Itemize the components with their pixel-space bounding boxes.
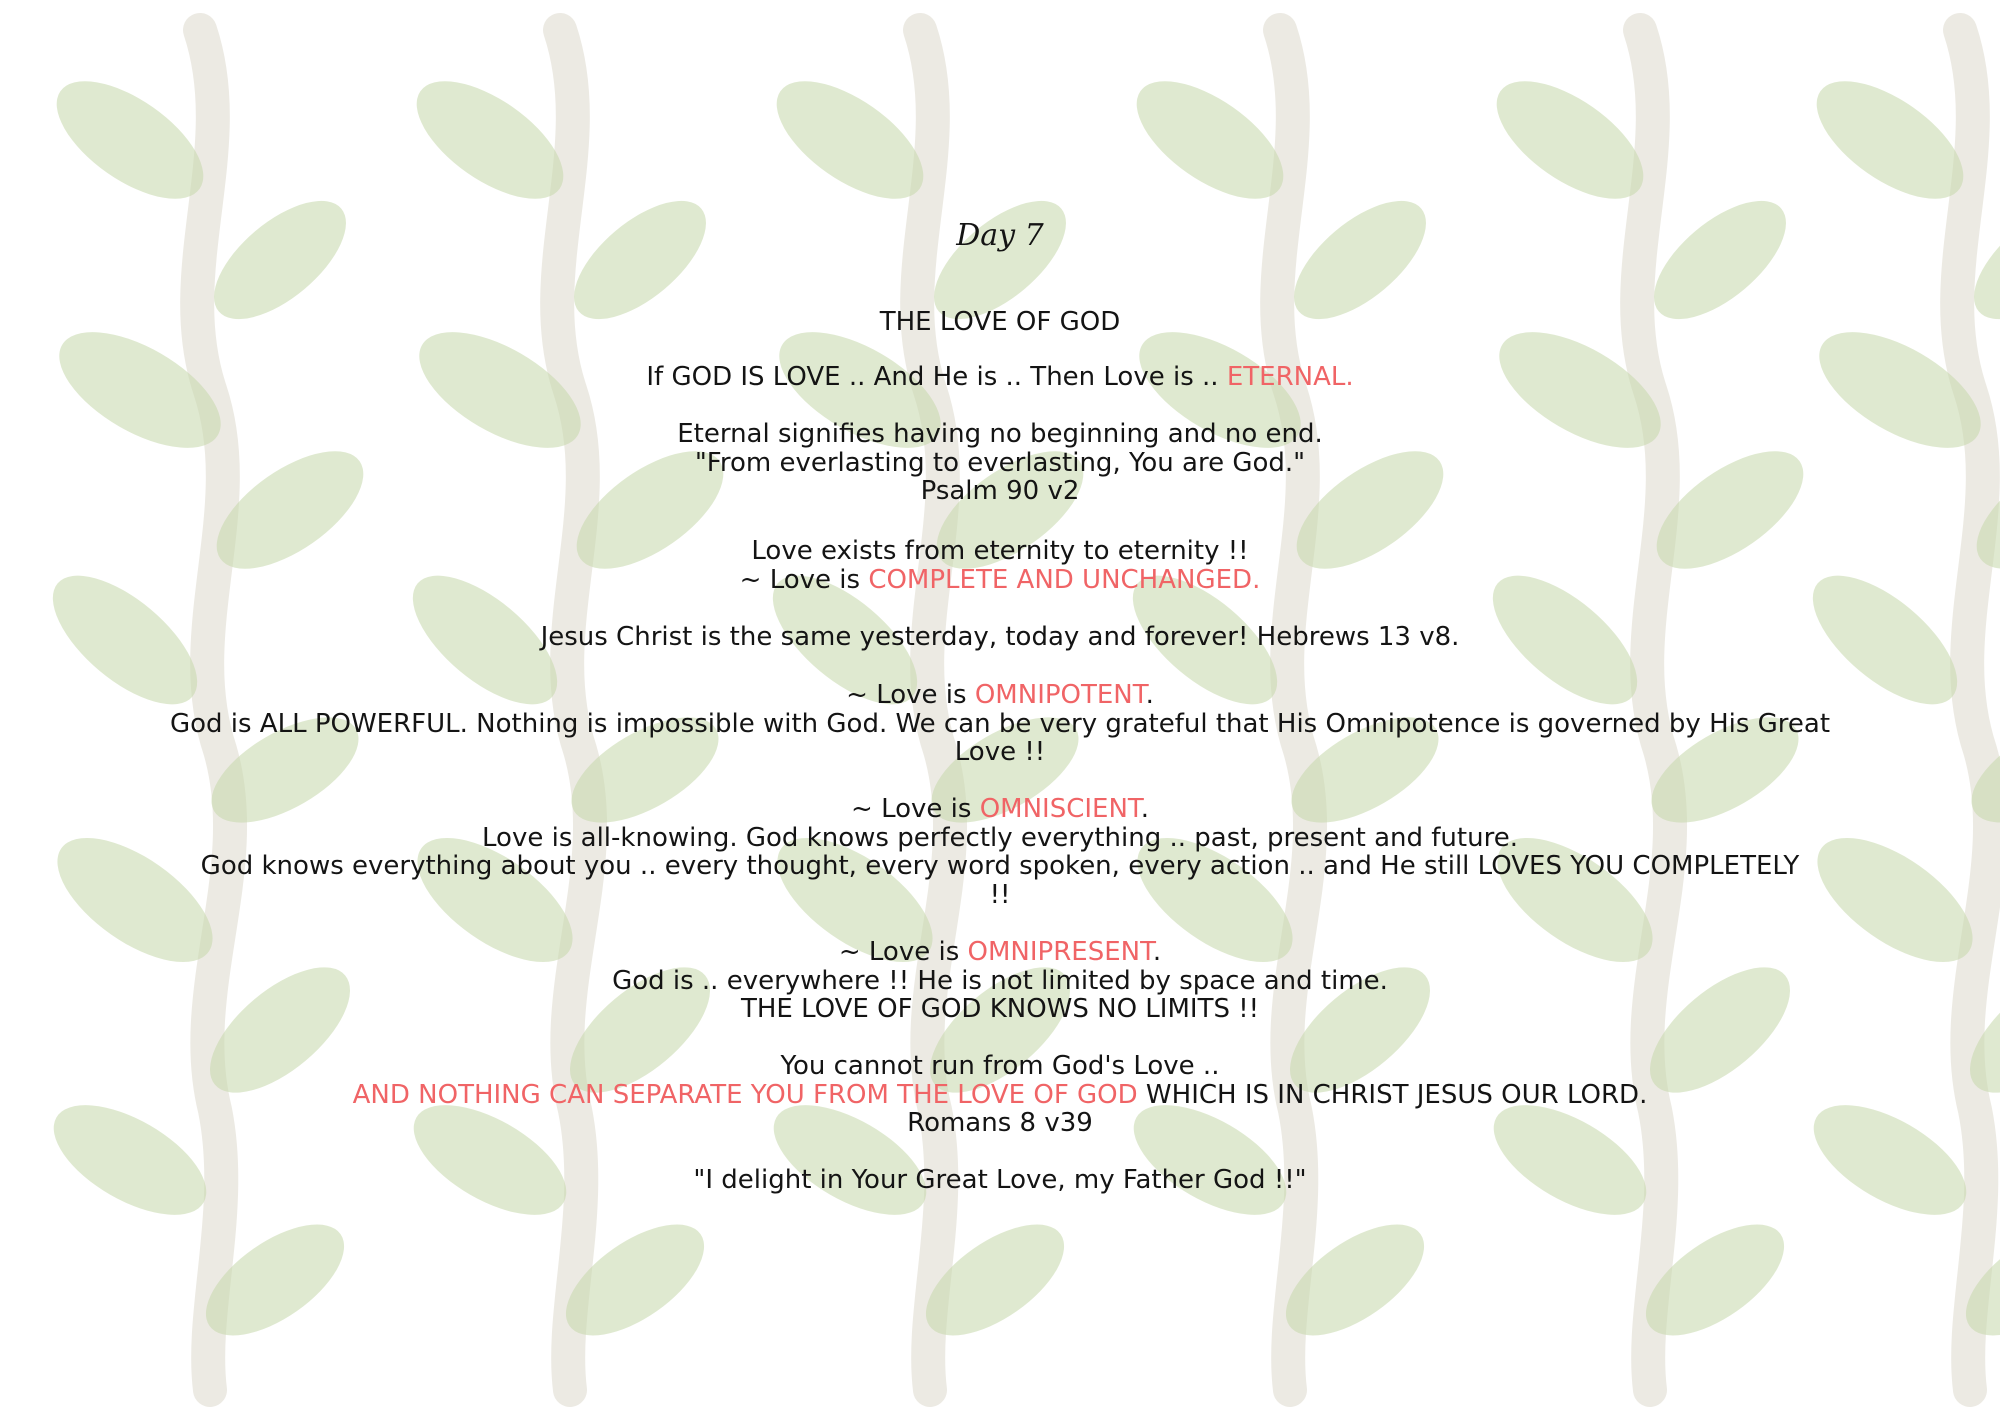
hebrews-line — [140, 623, 1860, 652]
eternal-statement — [140, 363, 1860, 392]
omnipotent-text: God is ALL POWERFUL. Nothing is impossible with God. We can be very grateful that His Omnipotence is governed by His Great Love !! — [169, 708, 1831, 767]
omnipotent-prefix: ~ Love is — [846, 680, 975, 710]
omnipresent-suffix: . — [1152, 937, 1162, 967]
omniscient-block — [140, 795, 1860, 909]
omniscient-prefix: ~ Love is — [851, 794, 980, 824]
omnipresent-line-2: THE LOVE OF GOD KNOWS NO LIMITS !! — [740, 994, 1260, 1024]
romans-line-1: You cannot run from God's Love .. — [780, 1051, 1220, 1081]
omnipresent-line-1: God is .. everywhere !! He is not limited by space and time. — [612, 965, 1388, 996]
complete-block — [140, 537, 1860, 594]
omniscient-line-2: God knows everything about you .. every thought, every word spoken, every action .. and He still LOVES YOU COMPLETELY !! — [200, 851, 1800, 910]
omniscient-suffix: . — [1140, 794, 1149, 824]
romans-block — [140, 1052, 1860, 1138]
omnipresent-prefix: ~ Love is — [838, 937, 968, 967]
omnipotent-suffix: . — [1145, 680, 1154, 710]
psalm-quote: "From everlasting to everlasting, You are God." — [694, 447, 1306, 478]
eternity-line: Love exists from eternity to eternity !! — [751, 536, 1249, 566]
section-heading: THE LOVE OF GOD — [879, 307, 1121, 337]
omnipotent-highlight: OMNIPOTENT — [974, 680, 1146, 710]
omnipresent-highlight: OMNIPRESENT — [967, 937, 1153, 967]
eternal-definition-line: Eternal signifies having no beginning and no end. — [677, 419, 1323, 449]
complete-highlight: COMPLETE AND UNCHANGED. — [868, 564, 1261, 595]
romans-highlight: AND NOTHING CAN SEPARATE YOU FROM THE LOVE OF GOD — [352, 1079, 1138, 1110]
romans-rest: WHICH IS IN CHRIST JESUS OUR LORD. — [1137, 1079, 1648, 1110]
omnipotent-block — [140, 681, 1860, 767]
omniscient-highlight: OMNISCIENT — [979, 794, 1141, 824]
psalm-reference: Psalm 90 v2 — [920, 476, 1080, 506]
eternal-intro: If GOD IS LOVE .. And He is .. Then Love is .. — [646, 362, 1227, 392]
omniscient-line-1: Love is all-knowing. God knows perfectly everything .. past, present and future. — [482, 822, 1518, 853]
romans-reference: Romans 8 v39 — [907, 1108, 1093, 1138]
closing-prayer: "I delight in Your Great Love, my Father God !!" — [693, 1165, 1307, 1195]
closing-block — [140, 1166, 1860, 1195]
hebrews-text: Jesus Christ is the same yesterday, today and forever! Hebrews 13 v8. — [540, 622, 1460, 652]
eternal-definition — [140, 420, 1860, 506]
complete-prefix: ~ Love is — [739, 564, 869, 595]
eternal-highlight: ETERNAL. — [1226, 362, 1354, 392]
omnipresent-block — [140, 938, 1860, 1024]
page-title: Day 7 — [956, 218, 1044, 253]
